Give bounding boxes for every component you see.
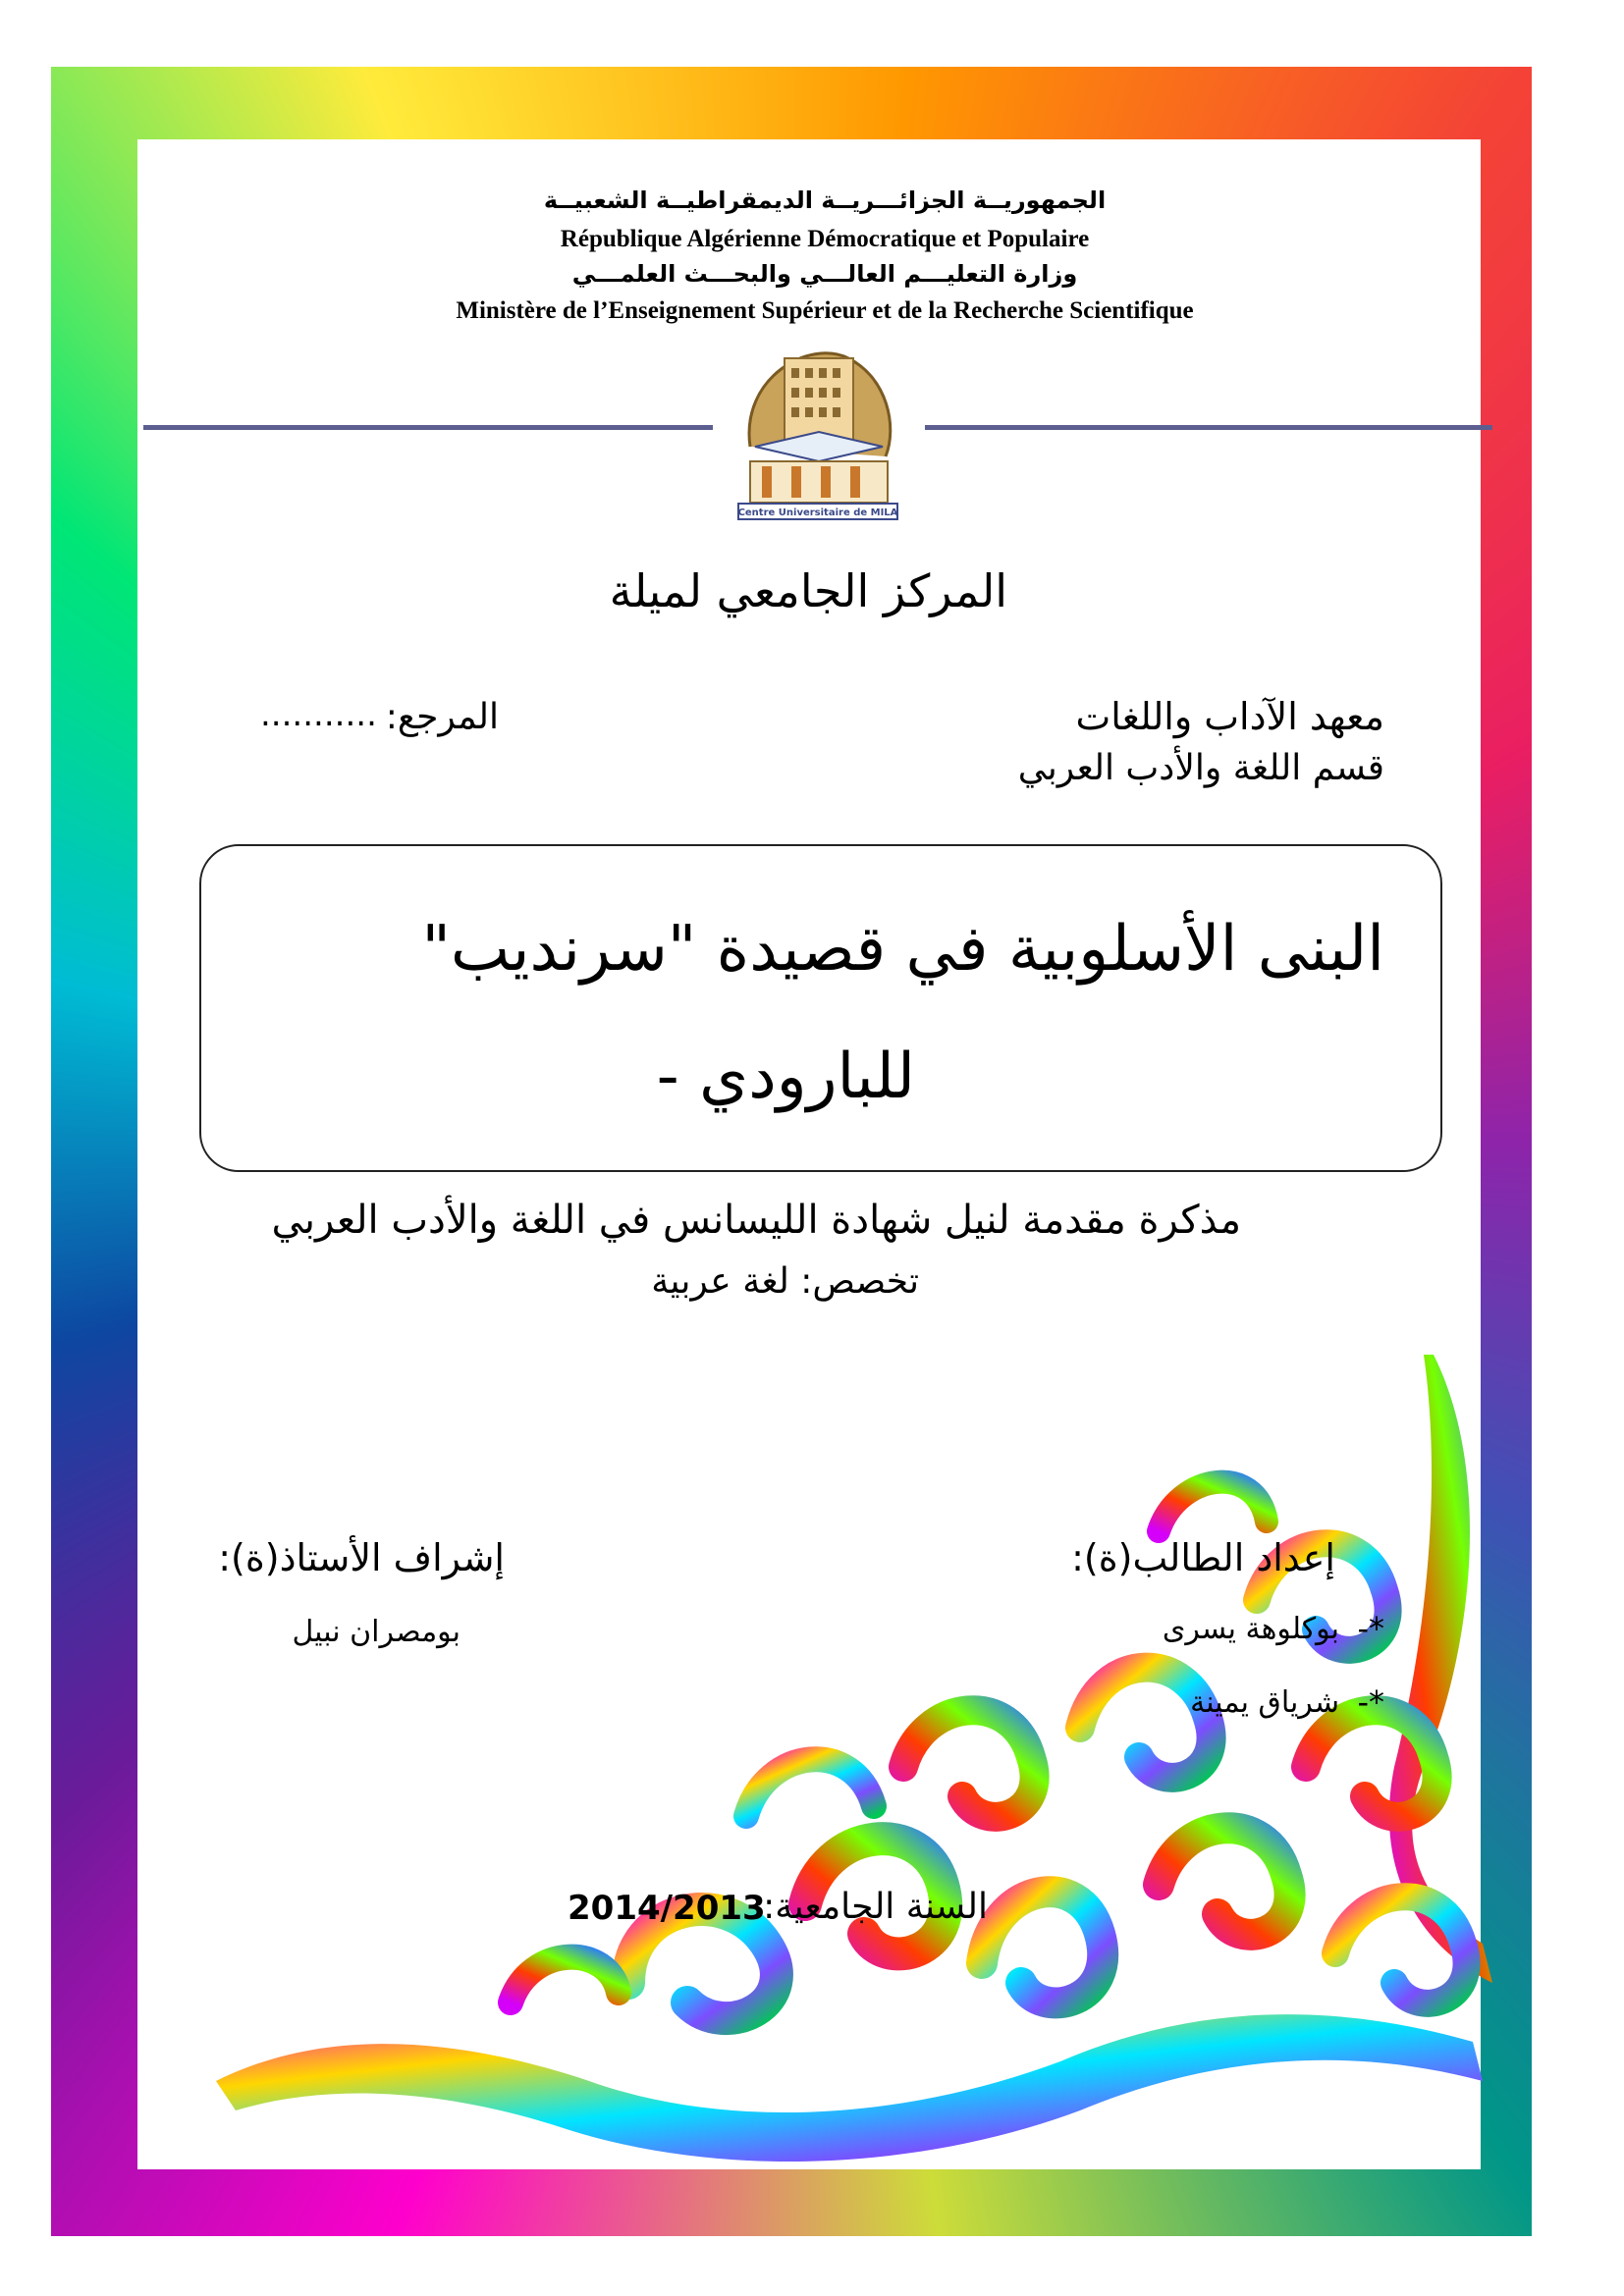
- university-logo: [731, 339, 905, 521]
- republic-name-arabic: الجمهوريــة الجزائـــريــة الديمقراطيــة الشعبيــة: [543, 187, 1107, 214]
- students-label: إعداد الطالب(ة):: [1071, 1536, 1335, 1579]
- student-bullet-2: *-: [1357, 1683, 1384, 1721]
- thesis-purpose: مذكرة مقدمة لنيل شهادة الليسانس في اللغة والأدب العربي: [271, 1198, 1241, 1243]
- student-name-2: شرياق يمينة: [1190, 1685, 1339, 1720]
- department-name: قسم اللغة والأدب العربي: [1017, 748, 1384, 788]
- republic-name-french: République Algérienne Démocratique et Populaire: [560, 226, 1090, 252]
- logo-caption: Centre Universitaire de MILA: [737, 507, 898, 518]
- thesis-title-line-1: البنى الأسلوبية في قصيدة "سرنديب": [421, 913, 1384, 986]
- ministry-name-arabic: وزارة التعليـــم العالـــي والبحـــث العلمـــي: [571, 260, 1078, 288]
- institute-name: معهد الآداب واللغات: [1075, 695, 1384, 738]
- supervisor-label: إشراف الأستاذ(ة):: [218, 1536, 505, 1579]
- student-name-1: بوكلوهة يسرى: [1162, 1612, 1339, 1646]
- ornament-decoration: [216, 1355, 1532, 2258]
- thesis-title-line-2: للبارودي -: [656, 1041, 915, 1113]
- specialty: تخصص: لغة عربية: [651, 1261, 919, 1302]
- academic-year-value: 2014/2013: [568, 1889, 766, 1928]
- institution-name: المركز الجامعي لميلة: [609, 564, 1007, 617]
- academic-year-label: السنة الجامعية:: [763, 1887, 988, 1927]
- header-rule-left: [143, 425, 713, 430]
- title-box: [199, 844, 1442, 1172]
- reference-value: ...........: [260, 695, 377, 734]
- ministry-name-french: Ministère de l’Enseignement Supérieur et de la Recherche Scientifique: [456, 297, 1194, 324]
- header-rule-right: [925, 425, 1492, 430]
- reference-label: المرجع:: [385, 697, 499, 737]
- student-bullet-1: *-: [1357, 1610, 1384, 1647]
- supervisor-name: بومصران نبيل: [292, 1615, 460, 1649]
